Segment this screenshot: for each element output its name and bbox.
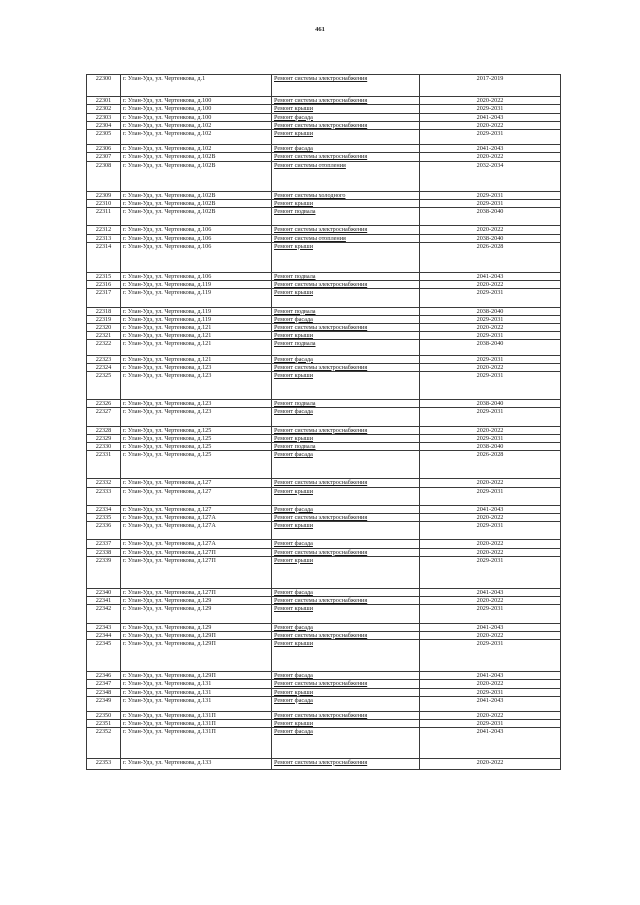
row-number: 22327: [87, 408, 121, 426]
row-period: 2029-2031: [420, 199, 561, 207]
table-row: [87, 487, 561, 505]
row-work-type: Ремонт крыши: [272, 720, 420, 728]
table-row: [87, 688, 561, 696]
row-number: 22315: [87, 272, 121, 280]
row-work-type: Ремонт системы электроснабжения: [272, 75, 420, 97]
row-address: г. Улан-Удэ, ул. Чертенкова, д.121: [121, 340, 272, 355]
row-period: 2020-2022: [420, 153, 561, 161]
row-address: г. Улан-Удэ, ул. Чертенкова, д.127А: [121, 540, 272, 548]
row-number: 22347: [87, 680, 121, 688]
row-number: 22313: [87, 234, 121, 242]
page-number: 461: [315, 26, 325, 33]
row-number: 22329: [87, 434, 121, 442]
row-number: 22310: [87, 199, 121, 207]
row-work-type: Ремонт системы электроснабжения: [272, 226, 420, 234]
row-period: 2026-2028: [420, 242, 561, 272]
table-row: [87, 758, 561, 769]
row-work-type: Ремонт фасада: [272, 113, 420, 121]
row-work-type: Ремонт системы электроснабжения: [272, 680, 420, 688]
row-number: 22308: [87, 161, 121, 191]
row-period: 2029-2031: [420, 191, 561, 199]
row-address: г. Улан-Удэ, ул. Чертенкова, д.131П: [121, 728, 272, 758]
row-work-type: Ремонт крыши: [272, 605, 420, 623]
row-address: г. Улан-Удэ, ул. Чертенкова, д.125: [121, 434, 272, 442]
row-work-type: Ремонт крыши: [272, 434, 420, 442]
row-number: 22346: [87, 672, 121, 680]
table-row: [87, 340, 561, 355]
row-address: г. Улан-Удэ, ул. Чертенкова, д.119: [121, 315, 272, 323]
row-work-type: Ремонт крыши: [272, 332, 420, 340]
table-row: [87, 711, 561, 719]
table-row: [87, 199, 561, 207]
row-number: 22304: [87, 121, 121, 129]
row-number: 22352: [87, 728, 121, 758]
row-work-type: Ремонт подвала: [272, 272, 420, 280]
table-row: [87, 728, 561, 758]
row-work-type: Ремонт системы холодного: [272, 191, 420, 199]
row-address: г. Улан-Удэ, ул. Чертенкова, д.127П: [121, 588, 272, 596]
row-period: 2020-2022: [420, 513, 561, 521]
row-work-type: Ремонт фасада: [272, 588, 420, 596]
row-number: 22311: [87, 208, 121, 226]
row-address: г. Улан-Удэ, ул. Чертенкова, д.102: [121, 130, 272, 145]
row-address: г. Улан-Удэ, ул. Чертенкова, д.127: [121, 505, 272, 513]
row-period: 2041-2043: [420, 272, 561, 280]
table-row: [87, 556, 561, 588]
row-number: 22349: [87, 696, 121, 711]
table-row: [87, 307, 561, 315]
row-address: г. Улан-Удэ, ул. Чертенкова, д.102В: [121, 153, 272, 161]
row-number: 22324: [87, 363, 121, 371]
row-period: 2029-2031: [420, 639, 561, 671]
row-work-type: Ремонт подвала: [272, 208, 420, 226]
row-work-type: Ремонт системы отопления: [272, 161, 420, 191]
row-number: 22341: [87, 597, 121, 605]
row-work-type: Ремонт фасада: [272, 408, 420, 426]
row-period: 2020-2022: [420, 711, 561, 719]
table-row: [87, 605, 561, 623]
row-work-type: Ремонт фасада: [272, 315, 420, 323]
row-period: 2020-2022: [420, 323, 561, 331]
row-period: 2029-2031: [420, 332, 561, 340]
row-address: г. Улан-Удэ, ул. Чертенкова, д.121: [121, 323, 272, 331]
row-period: 2020-2022: [420, 363, 561, 371]
row-address: г. Улан-Удэ, ул. Чертенкова, д.129: [121, 623, 272, 631]
row-work-type: Ремонт системы электроснабжения: [272, 97, 420, 105]
table-row: [87, 191, 561, 199]
table-row: [87, 234, 561, 242]
row-number: 22328: [87, 426, 121, 434]
table-row: [87, 121, 561, 129]
row-work-type: Ремонт крыши: [272, 371, 420, 399]
row-period: 2020-2022: [420, 426, 561, 434]
row-address: г. Улан-Удэ, ул. Чертенкова, д.127А: [121, 522, 272, 540]
row-number: 22337: [87, 540, 121, 548]
row-work-type: Ремонт фасада: [272, 145, 420, 153]
row-work-type: Ремонт крыши: [272, 522, 420, 540]
row-number: 22322: [87, 340, 121, 355]
row-period: 2038-2040: [420, 400, 561, 408]
row-work-type: Ремонт системы электроснабжения: [272, 479, 420, 487]
table-row: [87, 451, 561, 479]
table-row: [87, 623, 561, 631]
table-row: [87, 522, 561, 540]
row-period: 2029-2031: [420, 688, 561, 696]
table-row: [87, 145, 561, 153]
row-address: г. Улан-Удэ, ул. Чертенкова, д.119: [121, 281, 272, 289]
row-period: 2041-2043: [420, 145, 561, 153]
row-work-type: Ремонт системы отопления: [272, 234, 420, 242]
row-work-type: Ремонт фасада: [272, 505, 420, 513]
row-address: г. Улан-Удэ, ул. Чертенкова, д.129: [121, 597, 272, 605]
row-period: 2029-2031: [420, 434, 561, 442]
row-work-type: Ремонт системы электроснабжения: [272, 363, 420, 371]
row-number: 22345: [87, 639, 121, 671]
row-period: 2038-2040: [420, 442, 561, 450]
row-number: 22339: [87, 556, 121, 588]
row-address: г. Улан-Удэ, ул. Чертенкова, д.125: [121, 426, 272, 434]
row-address: г. Улан-Удэ, ул. Чертенкова, д.106: [121, 226, 272, 234]
row-address: г. Улан-Удэ, ул. Чертенкова, д.127: [121, 479, 272, 487]
registry-table: [86, 74, 561, 770]
row-address: г. Улан-Удэ, ул. Чертенкова, д.129П: [121, 639, 272, 671]
row-period: 2020-2022: [420, 281, 561, 289]
row-period: 2041-2043: [420, 728, 561, 758]
row-period: 2029-2031: [420, 289, 561, 307]
row-number: 22309: [87, 191, 121, 199]
row-work-type: Ремонт фасада: [272, 672, 420, 680]
row-address: г. Улан-Удэ, ул. Чертенкова, д.102В: [121, 191, 272, 199]
row-address: г. Улан-Удэ, ул. Чертенкова, д.131: [121, 688, 272, 696]
table-row: [87, 161, 561, 191]
row-work-type: Ремонт фасада: [272, 623, 420, 631]
row-number: 22305: [87, 130, 121, 145]
row-address: г. Улан-Удэ, ул. Чертенкова, д.102В: [121, 208, 272, 226]
row-address: г. Улан-Удэ, ул. Чертенкова, д.102: [121, 121, 272, 129]
table-row: [87, 479, 561, 487]
row-number: 22344: [87, 631, 121, 639]
row-period: 2029-2031: [420, 408, 561, 426]
row-period: 2029-2031: [420, 605, 561, 623]
row-period: 2020-2022: [420, 631, 561, 639]
row-number: 22314: [87, 242, 121, 272]
row-work-type: Ремонт крыши: [272, 105, 420, 113]
table-row: [87, 208, 561, 226]
table-row: [87, 113, 561, 121]
row-work-type: Ремонт системы электроснабжения: [272, 323, 420, 331]
row-period: 2020-2022: [420, 226, 561, 234]
row-work-type: Ремонт системы электроснабжения: [272, 121, 420, 129]
row-period: 2038-2040: [420, 307, 561, 315]
row-number: 22316: [87, 281, 121, 289]
row-period: 2020-2022: [420, 758, 561, 769]
row-address: г. Улан-Удэ, ул. Чертенкова, д.119: [121, 307, 272, 315]
row-number: 22307: [87, 153, 121, 161]
row-work-type: Ремонт системы электроснабжения: [272, 153, 420, 161]
row-address: г. Улан-Удэ, ул. Чертенкова, д.121: [121, 332, 272, 340]
row-number: 22342: [87, 605, 121, 623]
row-period: 2029-2031: [420, 487, 561, 505]
table-row: [87, 434, 561, 442]
row-number: 22348: [87, 688, 121, 696]
row-work-type: Ремонт системы электроснабжения: [272, 597, 420, 605]
row-work-type: Ремонт фасада: [272, 540, 420, 548]
row-work-type: Ремонт подвала: [272, 442, 420, 450]
row-work-type: Ремонт крыши: [272, 199, 420, 207]
table-row: [87, 631, 561, 639]
table-row: [87, 426, 561, 434]
row-address: г. Улан-Удэ, ул. Чертенкова, д.131П: [121, 720, 272, 728]
row-address: г. Улан-Удэ, ул. Чертенкова, д.106: [121, 242, 272, 272]
row-period: 2020-2022: [420, 479, 561, 487]
row-period: 2041-2043: [420, 113, 561, 121]
row-period: 2029-2031: [420, 315, 561, 323]
row-address: г. Улан-Удэ, ул. Чертенкова, д.131: [121, 680, 272, 688]
row-period: 2029-2031: [420, 522, 561, 540]
row-number: 22320: [87, 323, 121, 331]
row-address: г. Улан-Удэ, ул. Чертенкова, д.129П: [121, 631, 272, 639]
row-address: г. Улан-Удэ, ул. Чертенкова, д.106: [121, 234, 272, 242]
row-number: 22336: [87, 522, 121, 540]
row-period: 2041-2043: [420, 505, 561, 513]
table-row: [87, 75, 561, 97]
row-number: 22333: [87, 487, 121, 505]
row-address: г. Улан-Удэ, ул. Чертенкова, д.1: [121, 75, 272, 97]
row-period: 2020-2022: [420, 540, 561, 548]
row-number: 22306: [87, 145, 121, 153]
row-number: 22338: [87, 548, 121, 556]
table-row: [87, 408, 561, 426]
table-row: [87, 323, 561, 331]
row-work-type: Ремонт крыши: [272, 487, 420, 505]
row-period: 2020-2022: [420, 680, 561, 688]
row-work-type: Ремонт подвала: [272, 307, 420, 315]
table-row: [87, 680, 561, 688]
row-work-type: Ремонт подвала: [272, 400, 420, 408]
row-address: г. Улан-Удэ, ул. Чертенкова, д.131: [121, 696, 272, 711]
row-address: г. Улан-Удэ, ул. Чертенкова, д.133: [121, 758, 272, 769]
row-number: 22335: [87, 513, 121, 521]
table-row: [87, 442, 561, 450]
row-address: г. Улан-Удэ, ул. Чертенкова, д.129: [121, 605, 272, 623]
row-work-type: Ремонт системы электроснабжения: [272, 631, 420, 639]
table-row: [87, 363, 561, 371]
row-address: г. Улан-Удэ, ул. Чертенкова, д.127: [121, 487, 272, 505]
row-address: г. Улан-Удэ, ул. Чертенкова, д.102В: [121, 161, 272, 191]
row-period: 2041-2043: [420, 696, 561, 711]
table-row: [87, 548, 561, 556]
row-number: 22318: [87, 307, 121, 315]
row-address: г. Улан-Удэ, ул. Чертенкова, д.123: [121, 408, 272, 426]
table-row: [87, 355, 561, 363]
row-address: г. Улан-Удэ, ул. Чертенкова, д.102В: [121, 199, 272, 207]
table-row: [87, 540, 561, 548]
table-row: [87, 597, 561, 605]
row-number: 22331: [87, 451, 121, 479]
row-period: 2041-2043: [420, 588, 561, 596]
row-number: 22350: [87, 711, 121, 719]
row-address: г. Улан-Удэ, ул. Чертенкова, д.131П: [121, 711, 272, 719]
table-row: [87, 315, 561, 323]
row-address: г. Улан-Удэ, ул. Чертенкова, д.123: [121, 400, 272, 408]
row-number: 22303: [87, 113, 121, 121]
table-row: [87, 130, 561, 145]
row-period: 2020-2022: [420, 548, 561, 556]
row-work-type: Ремонт крыши: [272, 289, 420, 307]
row-address: г. Улан-Удэ, ул. Чертенкова, д.129П: [121, 672, 272, 680]
row-period: 2029-2031: [420, 556, 561, 588]
row-address: г. Улан-Удэ, ул. Чертенкова, д.102: [121, 145, 272, 153]
row-work-type: Ремонт фасада: [272, 355, 420, 363]
row-address: г. Улан-Удэ, ул. Чертенкова, д.119: [121, 289, 272, 307]
table-row: [87, 513, 561, 521]
row-number: 22323: [87, 355, 121, 363]
row-work-type: Ремонт фасада: [272, 696, 420, 711]
row-work-type: Ремонт крыши: [272, 130, 420, 145]
row-number: 22317: [87, 289, 121, 307]
row-address: г. Улан-Удэ, ул. Чертенкова, д.121: [121, 355, 272, 363]
row-period: 2029-2031: [420, 720, 561, 728]
row-period: 2026-2028: [420, 451, 561, 479]
row-work-type: Ремонт крыши: [272, 242, 420, 272]
row-address: г. Улан-Удэ, ул. Чертенкова, д.123: [121, 363, 272, 371]
row-work-type: Ремонт системы электроснабжения: [272, 281, 420, 289]
row-number: 22332: [87, 479, 121, 487]
table-row: [87, 639, 561, 671]
row-period: 2038-2040: [420, 340, 561, 355]
row-number: 22302: [87, 105, 121, 113]
row-address: г. Улан-Удэ, ул. Чертенкова, д.106: [121, 272, 272, 280]
row-number: 22326: [87, 400, 121, 408]
row-period: 2029-2031: [420, 105, 561, 113]
row-number: 22334: [87, 505, 121, 513]
table-row: [87, 289, 561, 307]
row-number: 22340: [87, 588, 121, 596]
row-number: 22351: [87, 720, 121, 728]
table-row: [87, 226, 561, 234]
table-row: [87, 505, 561, 513]
row-work-type: Ремонт фасада: [272, 728, 420, 758]
registry-body: [87, 75, 561, 770]
row-number: 22319: [87, 315, 121, 323]
row-period: 2041-2043: [420, 623, 561, 631]
row-period: 2020-2022: [420, 597, 561, 605]
row-number: 22343: [87, 623, 121, 631]
table-row: [87, 332, 561, 340]
row-address: г. Улан-Удэ, ул. Чертенкова, д.127П: [121, 548, 272, 556]
row-period: 2020-2022: [420, 97, 561, 105]
table-row: [87, 242, 561, 272]
table-row: [87, 281, 561, 289]
row-work-type: Ремонт фасада: [272, 451, 420, 479]
table-row: [87, 97, 561, 105]
table-row: [87, 720, 561, 728]
row-address: г. Улан-Удэ, ул. Чертенкова, д.100: [121, 105, 272, 113]
row-number: 22301: [87, 97, 121, 105]
row-address: г. Улан-Удэ, ул. Чертенкова, д.127А: [121, 513, 272, 521]
row-address: г. Улан-Удэ, ул. Чертенкова, д.123: [121, 371, 272, 399]
table-row: [87, 672, 561, 680]
row-address: г. Улан-Удэ, ул. Чертенкова, д.100: [121, 97, 272, 105]
row-period: 2038-2040: [420, 208, 561, 226]
row-number: 22325: [87, 371, 121, 399]
row-number: 22321: [87, 332, 121, 340]
row-work-type: Ремонт системы электроснабжения: [272, 758, 420, 769]
row-work-type: Ремонт подвала: [272, 340, 420, 355]
row-period: 2038-2040: [420, 234, 561, 242]
row-number: 22312: [87, 226, 121, 234]
row-number: 22330: [87, 442, 121, 450]
row-period: 2032-2034: [420, 161, 561, 191]
row-work-type: Ремонт крыши: [272, 556, 420, 588]
row-address: г. Улан-Удэ, ул. Чертенкова, д.125: [121, 451, 272, 479]
row-work-type: Ремонт системы электроснабжения: [272, 711, 420, 719]
table-row: [87, 153, 561, 161]
row-number: 22353: [87, 758, 121, 769]
table-row: [87, 272, 561, 280]
row-number: 22300: [87, 75, 121, 97]
row-work-type: Ремонт крыши: [272, 688, 420, 696]
row-period: 2029-2031: [420, 130, 561, 145]
table-row: [87, 400, 561, 408]
row-address: г. Улан-Удэ, ул. Чертенкова, д.125: [121, 442, 272, 450]
row-work-type: Ремонт крыши: [272, 639, 420, 671]
row-period: 2020-2022: [420, 121, 561, 129]
row-work-type: Ремонт системы электроснабжения: [272, 513, 420, 521]
row-period: 2029-2031: [420, 371, 561, 399]
row-period: 2017-2019: [420, 75, 561, 97]
row-address: г. Улан-Удэ, ул. Чертенкова, д.100: [121, 113, 272, 121]
table-row: [87, 696, 561, 711]
row-period: 2041-2043: [420, 672, 561, 680]
row-work-type: Ремонт системы электроснабжения: [272, 548, 420, 556]
table-row: [87, 371, 561, 399]
table-row: [87, 105, 561, 113]
table-row: [87, 588, 561, 596]
row-period: 2029-2031: [420, 355, 561, 363]
row-work-type: Ремонт системы электроснабжения: [272, 426, 420, 434]
row-address: г. Улан-Удэ, ул. Чертенкова, д.127П: [121, 556, 272, 588]
